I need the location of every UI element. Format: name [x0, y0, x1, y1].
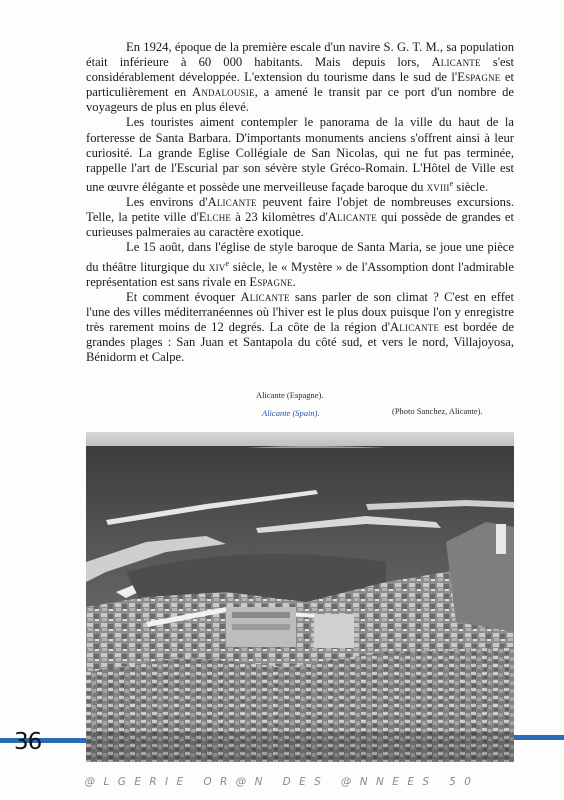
small-caps-text: xviii	[426, 180, 450, 195]
text-run: peuvent faire l'objet de nombreuses excursions. Telle, la petite ville d'	[86, 195, 514, 225]
small-caps-text: Elche	[198, 210, 232, 225]
paragraph	[86, 240, 514, 289]
text-run: sans parler de son climat ? C'est en effet l'une des villes méditerranéennes où l'hiver est le plus doux puisque l'on y enregistre très rarement moins de 12 degrés. La côte de la région d'	[86, 289, 515, 335]
text-run: à 23 kilomètres d'	[231, 210, 328, 225]
small-caps-text: xiv	[208, 259, 226, 274]
caption-french: Alicante (Espagne).	[256, 390, 324, 400]
paragraph	[86, 40, 514, 115]
superscript: e	[225, 258, 230, 268]
article-text	[86, 40, 514, 365]
small-caps-text: Alicante	[327, 210, 377, 225]
text-run: qui possède de grandes et curieuses palmeraies au caractère exotique.	[86, 210, 514, 240]
text-run: , a amené le transit par ce port d'un nombre de voyageurs de plus en plus élevé.	[86, 85, 515, 115]
small-caps-text: Alicante	[390, 320, 440, 335]
text-run: En 1924, époque de la première escale d'un navire S. G. T. M., sa population était inférieure à 60 000 habitants. Mais depuis lors,	[86, 40, 514, 70]
text-run: et particulièrement en	[86, 70, 514, 100]
text-run: siècle.	[453, 180, 489, 195]
accent-rule-right	[514, 735, 564, 740]
footer-watermark: @LGERIE OR@N DES @NNEES 50	[84, 776, 480, 788]
small-caps-text: Alicante	[240, 289, 290, 304]
text-run: siècle, le « Mystère » de l'Assomption dont l'admirable représentation est sans rivale en	[86, 259, 514, 289]
aerial-harbor-photo	[86, 432, 514, 762]
small-caps-text: Alicante	[207, 195, 257, 210]
text-run: est bordée de grandes plages : San Juan et Santapola du côté sud, et vers le nord, Villajoyosa, Bénidorm et Calpe.	[86, 320, 514, 365]
paragraph	[86, 290, 514, 365]
text-run: Les environs d'	[126, 195, 208, 210]
accent-rule-left	[0, 738, 86, 743]
small-caps-text: Espagne	[457, 70, 501, 85]
page-number: 36	[14, 729, 42, 755]
superscript: e	[449, 178, 454, 188]
text-run: s'est considérablement développée. L'extension du tourisme dans le sud de l'	[86, 55, 514, 85]
paragraph	[86, 195, 514, 240]
text-run: Et comment évoquer	[126, 289, 241, 304]
caption-english: Alicante (Spain).	[262, 408, 320, 418]
photo-credit: (Photo Sanchez, Alicante).	[392, 406, 483, 416]
photo-captions	[86, 386, 514, 426]
small-caps-text: Alicante	[431, 55, 481, 70]
text-run: Le 15 août, dans l'église de style baroque de Santa Maria, se joue une pièce du théâtre liturgique du	[86, 240, 514, 274]
small-caps-text: Andalousie	[192, 85, 255, 100]
small-caps-text: Espagne	[249, 274, 293, 289]
harbor-photo-illustration	[86, 432, 514, 762]
paragraph	[86, 115, 514, 195]
text-run: Les touristes aiment contempler le panorama de la ville du haut de la forteresse de Santa Barbara. D'importants monuments anciens s'offrent ainsi à leur curiosité. La grande Eglise Collégiale de San Nicolas, qui ne fut pas terminée, rappelle l'art de l'Escurial par son sévère style Gréco-Romain. L'Hôtel de Ville est une œuvre élégante et possède une merveilleuse façade baroque du	[86, 115, 514, 195]
text-run: .	[292, 274, 296, 289]
